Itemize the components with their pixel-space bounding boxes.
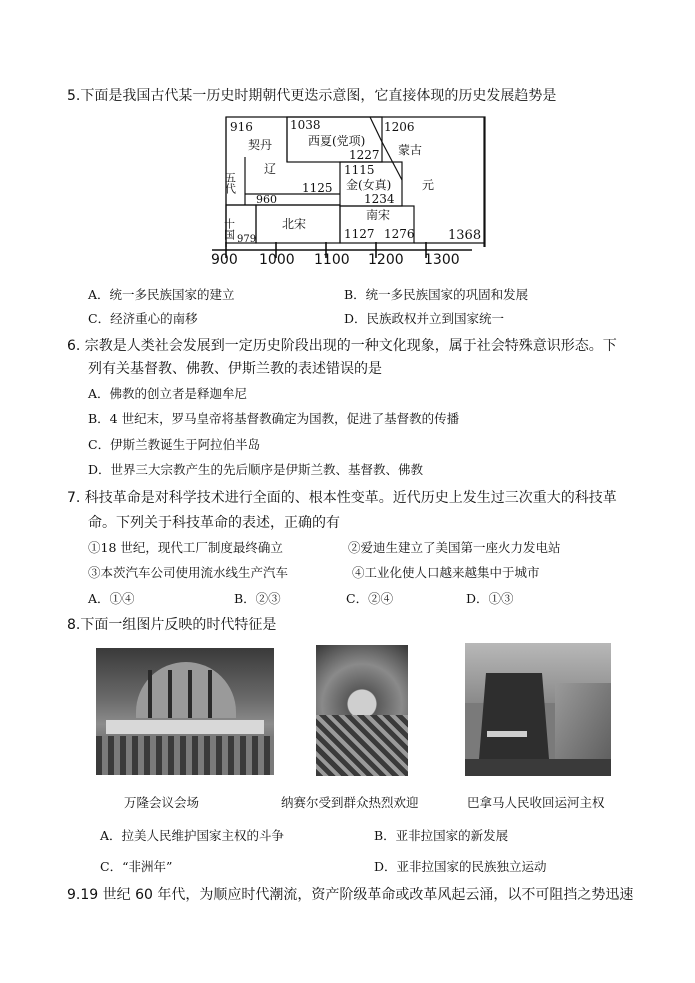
bandung-conference-photo	[96, 648, 274, 775]
q9-stem: 9.19 世纪 60 年代，为顺应时代潮流，资产阶级革命或改革风起云涌，以不可阻挡之势迅速	[67, 887, 634, 903]
q8-option-d[interactable]: D．亚非拉国家的民族独立运动	[374, 859, 547, 874]
q8-stem: 8.下面一组图片反映的时代特征是	[67, 617, 277, 633]
q7-item-1: ①18 世纪，现代工厂制度最终确立	[88, 540, 283, 555]
q8-option-a[interactable]: A．拉美人民维护国家主权的斗争	[100, 828, 285, 843]
q5-stem: 5.下面是我国古代某一历史时期朝代更迭示意图，它直接体现的历史发展趋势是	[67, 88, 557, 104]
q7-option-b[interactable]: B．②③	[234, 591, 281, 606]
q7-option-d[interactable]: D．①③	[466, 591, 514, 606]
q6-option-d[interactable]: D．世界三大宗教产生的先后顺序是伊斯兰教、基督教、佛教	[88, 462, 424, 477]
caption-nasser: 纳赛尔受到群众热烈欢迎	[281, 795, 419, 810]
label-1038: 1038	[290, 118, 321, 132]
q6-option-a[interactable]: A．佛教的创立者是释迦牟尼	[88, 386, 248, 401]
q7-option-a[interactable]: A．①④	[88, 591, 135, 606]
q6-option-b[interactable]: B．4 世纪末，罗马皇帝将基督教确定为国教，促进了基督教的传播	[88, 411, 460, 426]
label-960: 960	[256, 193, 277, 206]
axis-tick-1100: 1100	[314, 252, 350, 268]
label-shiguo: 十国	[222, 218, 236, 240]
label-1127: 1127	[344, 227, 375, 241]
label-916: 916	[230, 120, 253, 134]
caption-panama: 巴拿马人民收回运河主权	[467, 795, 605, 810]
q7-stem-line2: 命。下列关于科技革命的表述，正确的有	[88, 515, 340, 531]
q6-stem-line2: 列有关基督教、佛教、伊斯兰教的表述错误的是	[88, 361, 382, 377]
label-1234: 1234	[364, 192, 395, 206]
axis-tick-1200: 1200	[368, 252, 404, 268]
q8-option-c[interactable]: C．“非洲年”	[100, 859, 173, 874]
q7-option-c[interactable]: C．②④	[346, 591, 394, 606]
label-jin: 金(女真)	[346, 178, 392, 192]
label-xixia: 西夏(党项)	[308, 134, 366, 148]
axis-tick-1000: 1000	[259, 252, 295, 268]
label-wudai: 五代	[223, 172, 237, 194]
label-qidan: 契丹	[248, 138, 273, 152]
q7-stem-line1: 7. 科技革命是对科学技术进行全面的、根本性变革。近代历史上发生过三次重大的科技革	[67, 490, 617, 506]
label-1115: 1115	[344, 163, 375, 177]
label-979: 979	[237, 234, 257, 245]
q7-item-3: ③本茨汽车公司使用流水线生产汽车	[88, 565, 289, 580]
q8-option-b[interactable]: B．亚非拉国家的新发展	[374, 828, 509, 843]
label-nansong: 南宋	[366, 208, 391, 222]
q5-option-d[interactable]: D．民族政权并立到国家统一	[344, 311, 505, 326]
q7-item-4: ④工业化使人口越来越集中于城市	[352, 565, 540, 580]
nasser-crowd-photo	[316, 645, 408, 776]
q5-option-c[interactable]: C．经济重心的南移	[88, 311, 198, 326]
q6-option-c[interactable]: C．伊斯兰教诞生于阿拉伯半岛	[88, 437, 261, 452]
label-menggu: 蒙古	[398, 143, 423, 157]
q6-stem-line1: 6. 宗教是人类社会发展到一定历史阶段出现的一种文化现象，属于社会特殊意识形态。下	[67, 338, 617, 354]
label-yuan: 元	[422, 178, 435, 192]
panama-canal-photo	[465, 643, 611, 776]
caption-bandung: 万隆会议会场	[124, 795, 200, 810]
label-1227: 1227	[349, 148, 380, 162]
label-1368: 1368	[448, 228, 482, 243]
label-1206: 1206	[384, 120, 415, 134]
q5-dynasty-diagram	[212, 112, 482, 270]
axis-tick-900: 900	[211, 252, 238, 268]
label-1125: 1125	[302, 181, 333, 195]
q7-item-2: ②爱迪生建立了美国第一座火力发电站	[348, 540, 561, 555]
label-beisong: 北宋	[282, 217, 307, 231]
q5-option-b[interactable]: B．统一多民族国家的巩固和发展	[344, 287, 529, 302]
label-1276: 1276	[384, 227, 415, 241]
axis-tick-1300: 1300	[424, 252, 460, 268]
label-liao: 辽	[264, 162, 277, 176]
q5-option-a[interactable]: A．统一多民族国家的建立	[88, 287, 235, 302]
